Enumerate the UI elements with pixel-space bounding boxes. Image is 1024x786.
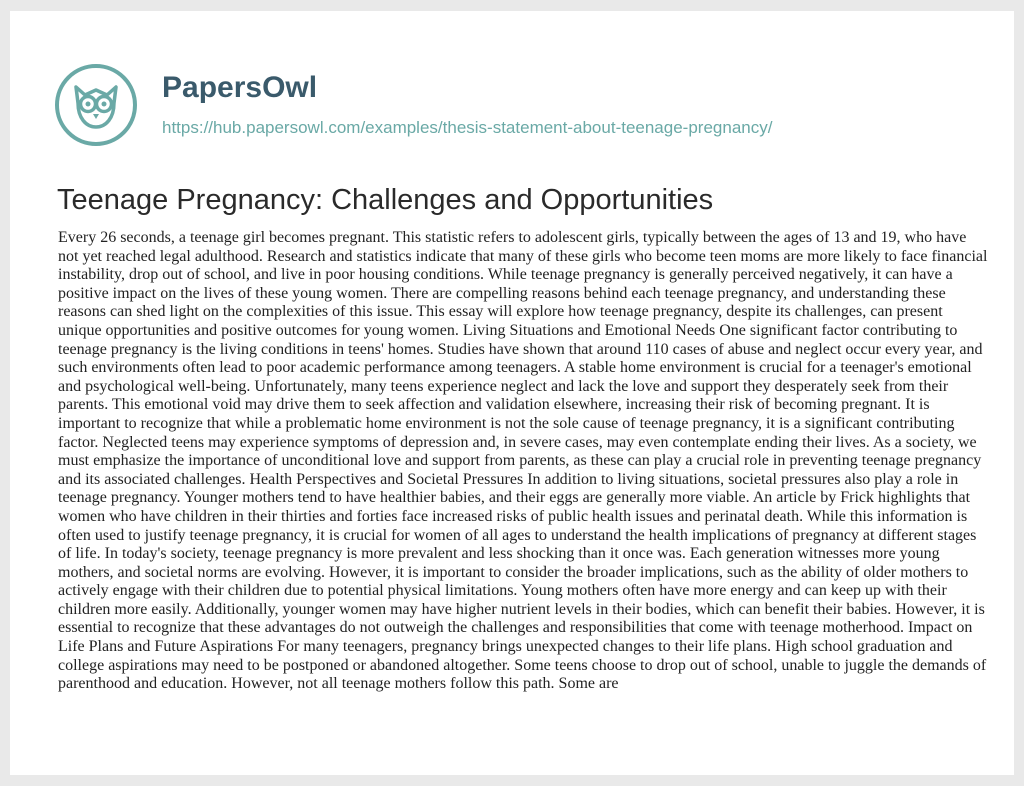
source-url-link[interactable]: https://hub.papersowl.com/examples/thesis-statement-about-teenage-pregnancy/ bbox=[162, 118, 773, 137]
essay-title: Teenage Pregnancy: Challenges and Opportunities bbox=[57, 184, 714, 216]
essay-body: Every 26 seconds, a teenage girl becomes pregnant. This statistic refers to adolescent girls, typically between the ages of 13 and 19, who have not yet reached legal adulthood. Research and statistics indicate that many of these girls who become teen moms are more likely to face financial instability, drop out of school, and live in poor housing conditions. While teenage pregnancy is generally perceived negatively, it can have a positive impact on the lives of these young women. There are compelling reasons behind each teenage pregnancy, and understanding these reasons can shed light on the complexities of this issue. This essay will explore how teenage pregnancy, despite its challenges, can present unique opportunities and positive outcomes for young women. Living Situations and Emotional Needs One significant factor contributing to teenage pregnancy is the living conditions in teens' homes. Studies have shown that around 110 cases of abuse and neglect occur every year, and such environments often lead to poor academic performance among teenagers. A stable home environment is crucial for a teenager's emotional and psychological well-being. Unfortunately, many teens experience neglect and lack the love and support they desperately seek from their parents. This emotional void may drive them to seek affection and validation elsewhere, increasing their risk of becoming pregnant. It is important to recognize that while a problematic home environment is not the sole cause of teenage pregnancy, it is a significant contributing factor. Neglected teens may experience symptoms of depression and, in severe cases, may even contemplate ending their lives. As a society, we must emphasize the importance of unconditional love and support from parents, as these can play a crucial role in preventing teenage pregnancy and its associated challenges. Health Perspectives and Societal Pressures In addition to living situations, societal pressures also play a role in teenage pregnancy. Younger mothers tend to have healthier babies, and their eggs are generally more viable. An article by Frick highlights that women who have children in their thirties and forties face increased risks of public health issues and perinatal death. While this information is often used to justify teenage pregnancy, it is crucial for women of all ages to understand the health implications of pregnancy at different stages of life. In today's society, teenage pregnancy is more prevalent and less shocking than it once was. Each generation witnesses more young mothers, and societal norms are evolving. However, it is important to consider the broader implications, such as the ability of older mothers to actively engage with their children due to potential physical limitations. Young mothers often have more energy and can keep up with their children more easily. Additionally, younger women may have higher nutrient levels in their bodies, which can benefit their babies. However, it is essential to recognize that these advantages do not outweigh the challenges and responsibilities that come with teenage motherhood. Impact on Life Plans and Future Aspirations For many teenagers, pregnancy brings unexpected changes to their life plans. High school graduation and college aspirations may need to be postponed or abandoned altogether. Some teens choose to drop out of school, unable to juggle the demands of parenthood and education. However, not all teenage mothers follow this path. Some are bbox=[58, 229, 988, 693]
owl-logo-icon bbox=[54, 63, 138, 147]
document-page bbox=[10, 11, 1014, 775]
brand-name: PapersOwl bbox=[162, 71, 318, 104]
